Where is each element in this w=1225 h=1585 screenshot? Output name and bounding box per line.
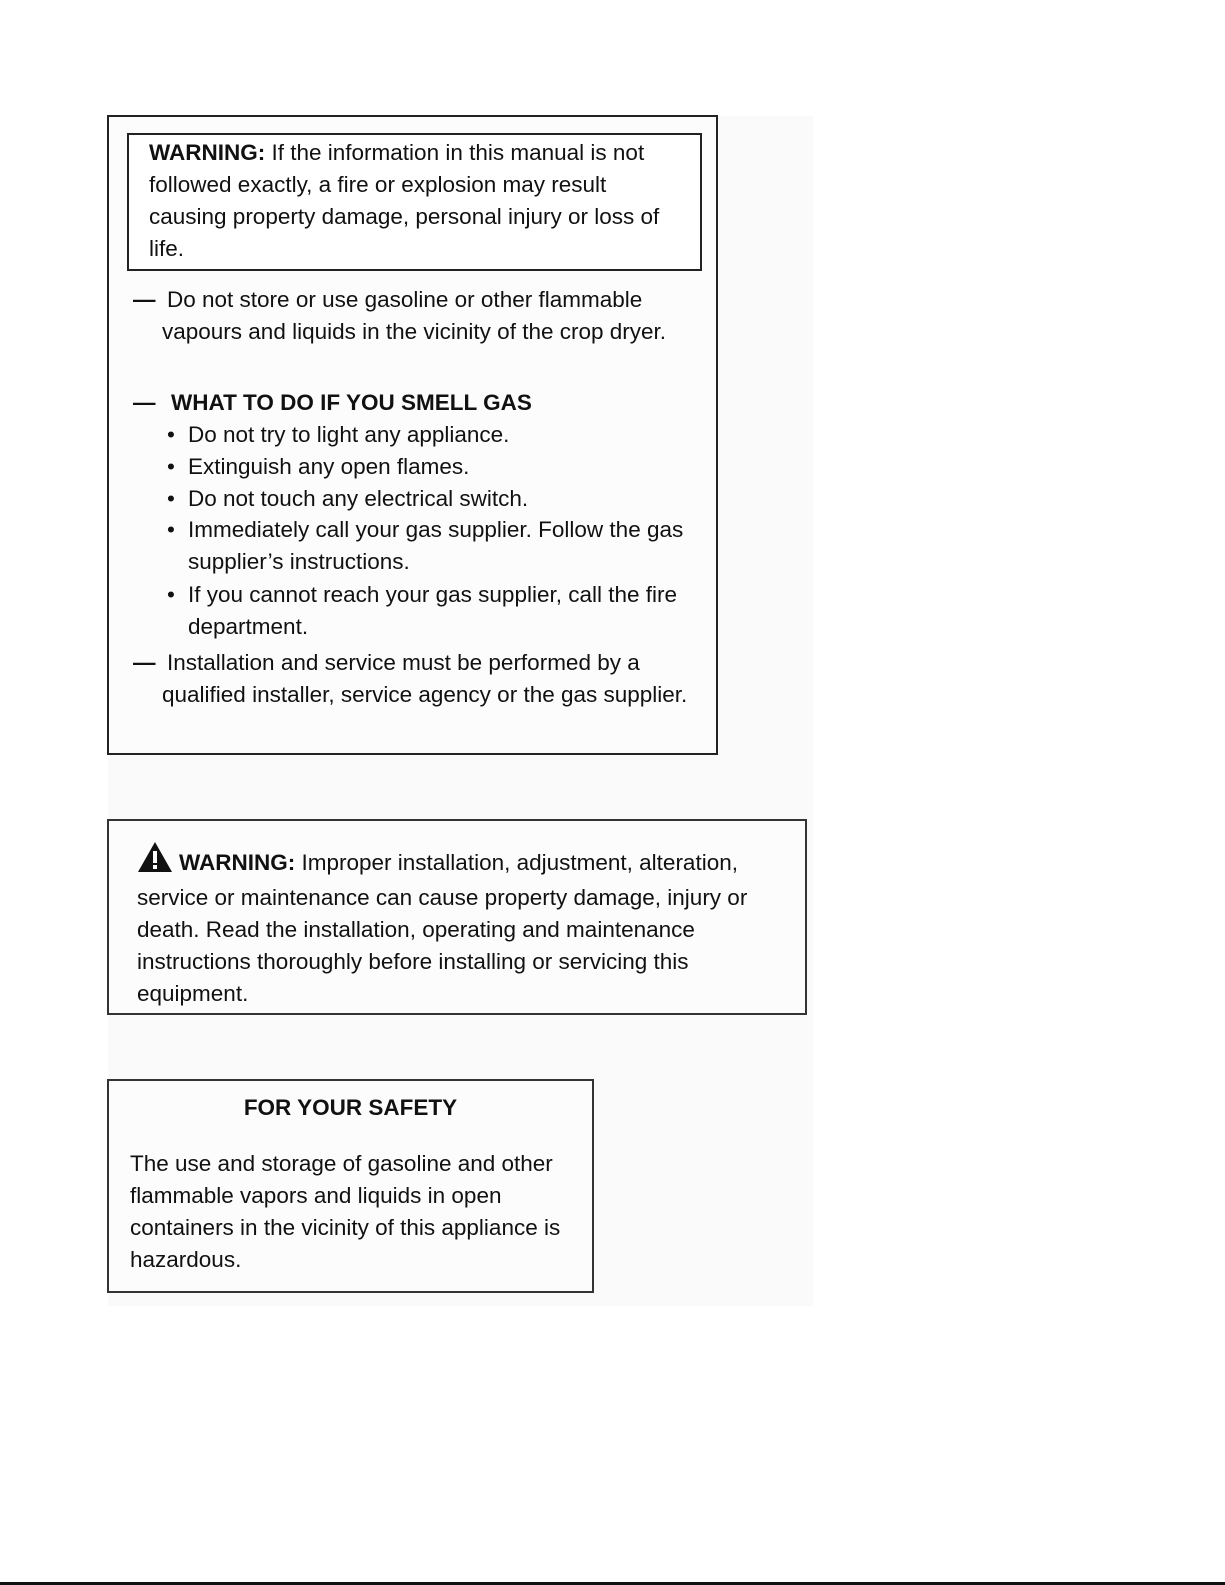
list-item [133,647,693,711]
warning-label: WARNING: [179,850,296,875]
safety-text: The use and storage of gasoline and other flammable vapors and liquids in open containers in the vicinity of this appliance is hazardous. [130,1151,561,1272]
dash-marker: — [133,287,156,312]
bullet-item [167,579,687,643]
bullet-item [167,419,687,451]
item-text: Installation and service must be performed by a qualified installer, service agency or the gas supplier. [162,650,688,707]
bullet-item [167,483,687,515]
warning-text: If the information in this manual is not followed exactly, a fire or explosion may result causing property damage, personal injury or loss of life. [149,140,660,261]
bullet-text: Do not touch any electrical switch. [188,486,529,511]
warning-triangle-icon [137,841,173,882]
install-warning-text [137,841,797,1010]
dash-marker: — [133,650,156,675]
bullet-item [167,514,687,578]
warning-label: WARNING: [149,140,266,165]
safety-box [107,1079,594,1293]
warning-text: Improper installation, adjustment, alteration, service or maintenance can cause property damage, injury or death. Read the installation, operating and maintenance instructions thoroughly before installing or servicing this equipment. [137,850,748,1006]
smell-gas-heading: WHAT TO DO IF YOU SMELL GAS [171,390,532,415]
gas-warning-box [107,115,718,755]
safety-title: FOR YOUR SAFETY [243,1095,458,1120]
bullet-marker: • [167,422,175,447]
warning-notice [127,133,702,271]
warning-notice-text [149,137,689,265]
item-text: Do not store or use gasoline or other flammable vapours and liquids in the vicinity of the crop dryer. [162,287,667,344]
bullet-marker: • [167,517,175,542]
bullet-marker: • [167,454,175,479]
bullet-marker: • [167,582,175,607]
bullet-item [167,451,687,483]
bullet-text: Do not try to light any appliance. [188,422,510,447]
dash-marker: — [133,390,156,415]
list-item [133,387,693,419]
bullet-text: Immediately call your gas supplier. Follow the gas supplier’s instructions. [188,517,684,574]
list-item [133,284,693,348]
bullet-text: Extinguish any open flames. [188,454,470,479]
bullet-marker: • [167,486,175,511]
install-warning-box [107,819,807,1015]
bullet-text: If you cannot reach your gas supplier, call the fire department. [188,582,678,639]
